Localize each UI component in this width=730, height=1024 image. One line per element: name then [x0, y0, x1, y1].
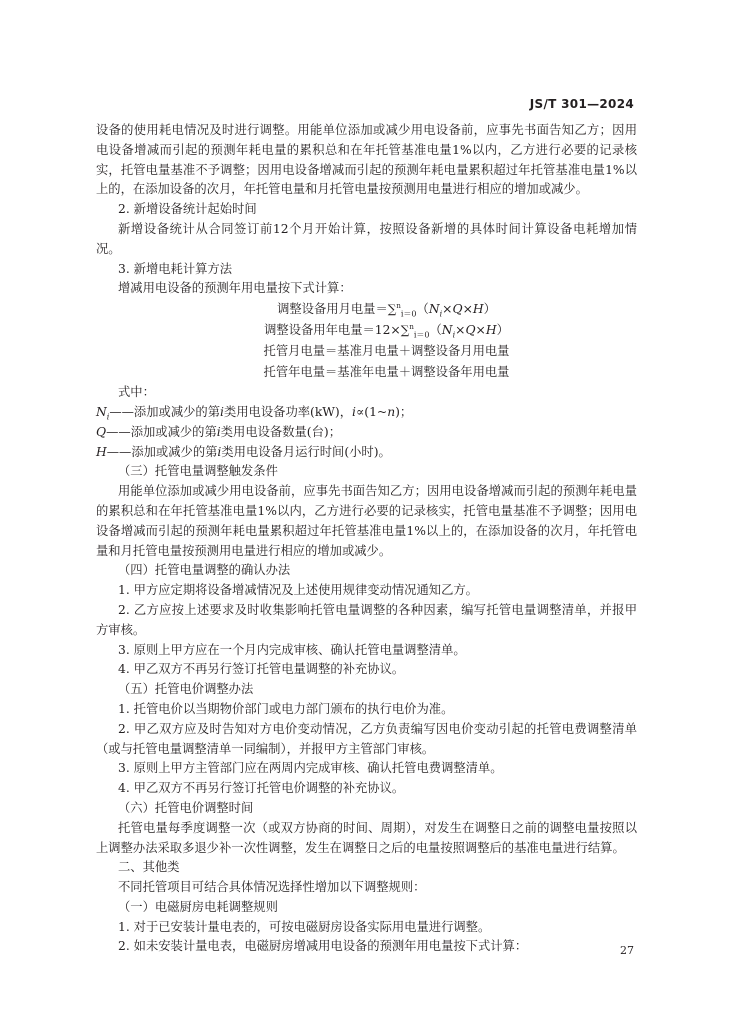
paragraph: 2. 如未安装计量电表，电磁厨房增减用电设备的预测年用电量按下式计算： [118, 939, 528, 954]
section-heading: 二、其他类 [118, 860, 180, 875]
formula-managed-monthly: 托管月电量＝基准月电量＋调整设备月用电量 [263, 344, 510, 359]
paragraph: 4. 甲乙双方不再另行签订托管电价调整的补充协议。 [118, 781, 405, 796]
section-heading: 3. 新增电耗计算方法 [118, 261, 233, 276]
section-heading: （五）托管电价调整办法 [118, 682, 254, 697]
paragraph: 4. 甲乙双方不再另行签订托管电量调整的补充协议。 [118, 662, 405, 677]
paragraph: 新增设备统计从合同签订前12个月开始计算，按照设备新增的具体时间计算设备电耗增加情况。 [96, 221, 637, 256]
paragraph: 增减用电设备的预测年用电量按下式计算： [118, 281, 352, 296]
paragraph: 式中： [118, 385, 155, 400]
page-number: 27 [620, 944, 634, 957]
formula-monthly: 调整设备用月电量$=\sum^n_{i=0}(N_i\times Q\times H)$ [277, 302, 496, 319]
section-heading: （三）托管电量调整触发条件 [118, 464, 278, 479]
formula-managed-yearly: 托管年电量＝基准年电量＋调整设备年用电量 [263, 365, 510, 380]
paragraph: 2. 甲乙双方应及时告知对方电价变动情况，乙方负责编写因电价变动引起的托管电费调整清单（或与托管电量调整清单一同编制），并报甲方主管部门审核。 [96, 721, 637, 756]
section-heading: （四）托管电量调整的确认办法 [118, 563, 291, 578]
formula-yearly: 调整设备用年电量$=12\times\sum^n_{i=0}(N_i\times Q\times H)$ [264, 323, 509, 340]
paragraph: 1. 对于已安装计量电表的，可按电磁厨房设备实际用电量进行调整。 [118, 919, 491, 934]
section-heading: （六）托管电价调整时间 [118, 800, 254, 815]
standard-code: JS/T 301—2024 [529, 97, 634, 111]
paragraph: 用能单位添加或减少用电设备前，应事先书面告知乙方；因用电设备增减而引起的预测年耗电量的累积总和在年托管基准电量1%以内，乙方进行必要的记录核实，托管电量基准不予调整；因用电设备增减而引起的预测年耗电量累积超过年托管基准电量1%以上的，在添加设备的次月，年托管电量和月托管电量按预测用电量进行相应的增加或减少。 [96, 484, 637, 558]
paragraph: 2. 乙方应按上述要求及时收集影响托管电量调整的各种因素，编写托管电量调整清单，并报甲方审核。 [96, 602, 637, 637]
paragraph: 设备的使用耗电情况及时进行调整。用能单位添加或减少用电设备前，应事先书面告知乙方；因用电设备增减而引起的预测年耗电量的累积总和在年托管基准电量1%以内，乙方进行必要的记录核实，托管电量基准不予调整；因用电设备增减而引起的预测年耗电量累积超过年托管基准电量1%以上的，在添加设备的次月，年托管电量和月托管电量按预测用电量进行相应的增加或减少。 [96, 123, 637, 197]
section-heading: （一）电磁厨房电耗调整规则 [118, 899, 278, 914]
section-heading: 2. 新增设备统计起始时间 [118, 202, 257, 217]
variable-definition: H——添加或减少的第i类用电设备月运行时间(小时)。 [96, 444, 391, 459]
variable-definition: $N_i——$添加或减少的第i类用电设备功率(kW)，i∝(1~n)； [96, 404, 413, 422]
paragraph: 托管电量每季度调整一次（或双方协商的时间、周期），对发生在调整日之前的调整电量按照以上调整办法采取多退少补一次性调整，发生在调整日之后的电量按照调整后的基准电量进行结算。 [96, 820, 637, 855]
document-body [96, 121, 637, 957]
paragraph: 1. 甲方应定期将设备增减情况及上述使用规律变动情况通知乙方。 [118, 583, 478, 598]
variable-definition: Q——添加或减少的第i类用电设备数量(台)； [96, 424, 341, 439]
paragraph: 不同托管项目可结合具体情况选择性增加以下调整规则： [118, 880, 426, 895]
paragraph: 1. 托管电价以当期物价部门或电力部门颁布的执行电价为准。 [118, 701, 454, 716]
paragraph: 3. 原则上甲方应在一个月内完成审核、确认托管电量调整清单。 [118, 642, 466, 657]
paragraph: 3. 原则上甲方主管部门应在两周内完成审核、确认托管电费调整清单。 [118, 761, 503, 776]
